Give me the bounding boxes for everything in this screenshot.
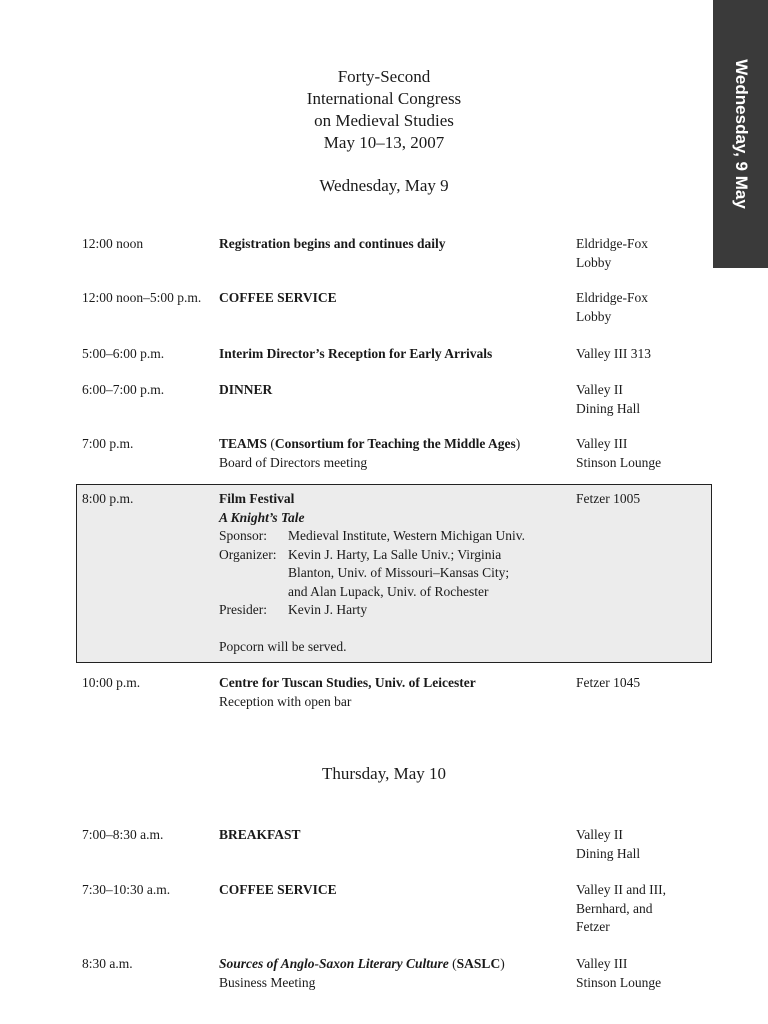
location-line: Eldridge-Fox (576, 290, 648, 305)
organizer-value: Blanton, Univ. of Missouri–Kansas City; (288, 565, 510, 580)
organizer-line (219, 546, 569, 565)
event-location (576, 881, 706, 937)
event-time: 12:00 noon (82, 236, 144, 251)
event-title (219, 435, 564, 454)
event-description (219, 674, 569, 711)
event-location (576, 490, 706, 509)
sponsor-value: Medieval Institute, Western Michigan Univ. (288, 528, 525, 543)
header-line-1: Forty-Second (337, 67, 431, 86)
event-time: 10:00 p.m. (82, 675, 141, 690)
location-line: Lobby (576, 254, 612, 270)
congress-header (0, 66, 768, 154)
event-title (219, 955, 569, 974)
event-time: 7:30–10:30 a.m. (82, 882, 171, 897)
event-location (576, 381, 706, 418)
location-line: Dining Hall (576, 400, 641, 416)
location-line: Valley II (576, 827, 623, 842)
event-location (576, 345, 706, 364)
organizer-value: and Alan Lupack, Univ. of Rochester (288, 583, 489, 599)
event-note: Popcorn will be served. (219, 638, 347, 654)
event-location (576, 826, 706, 863)
film-title: A Knight’s Tale (219, 509, 305, 525)
event-title: COFFEE SERVICE (219, 290, 337, 305)
event-time: 8:30 a.m. (82, 956, 133, 971)
presider-value: Kevin J. Harty (288, 602, 368, 617)
location-line: Lobby (576, 308, 612, 324)
event-location (576, 955, 706, 992)
event-title: Registration begins and continues daily (219, 236, 446, 251)
location-line: Valley III (576, 436, 628, 451)
event-description (219, 435, 564, 472)
location-line: Fetzer (576, 919, 610, 934)
event-time: 7:00 p.m. (82, 436, 134, 451)
event-description (219, 955, 569, 992)
presider-line (219, 601, 569, 620)
location-line: Stinson Lounge (576, 974, 662, 990)
event-subtitle: Board of Directors meeting (219, 454, 368, 470)
event-title: Film Festival (219, 491, 295, 506)
event-title-acronym: SASLC (456, 956, 501, 971)
location-line: Fetzer 1005 (576, 491, 641, 506)
side-tab-label: Wednesday, 9 May (731, 59, 751, 209)
location-line: Stinson Lounge (576, 454, 662, 470)
event-time: 12:00 noon–5:00 p.m. (82, 290, 202, 305)
day-heading-wednesday: Wednesday, May 9 (319, 176, 449, 195)
event-location (576, 674, 706, 693)
sponsor-line (219, 527, 569, 546)
event-title: DINNER (219, 382, 273, 397)
paren-close: ) (515, 436, 521, 451)
location-line: Valley II and III, (576, 882, 666, 897)
event-title: BREAKFAST (219, 827, 301, 842)
event-title-acronym: TEAMS (219, 436, 268, 451)
location-line: Valley III (576, 956, 628, 971)
presider-label: Presider: (219, 602, 267, 617)
event-title: COFFEE SERVICE (219, 882, 337, 897)
event-location (576, 435, 706, 472)
organizer-line-3 (219, 583, 569, 602)
paren-open: ( (267, 436, 275, 451)
location-line: Fetzer 1045 (576, 675, 641, 690)
paren-close: ) (500, 956, 505, 971)
event-time: 7:00–8:30 a.m. (82, 827, 164, 842)
location-line: Dining Hall (576, 845, 641, 861)
event-time: 6:00–7:00 p.m. (82, 382, 165, 397)
header-line-2: International Congress (306, 89, 462, 108)
paren-open: ( (448, 956, 457, 971)
event-description (219, 490, 569, 656)
organizer-value: Kevin J. Harty, La Salle Univ.; Virginia (288, 546, 502, 562)
event-title: Interim Director’s Reception for Early Arrivals (219, 346, 493, 361)
event-subtitle: Business Meeting (219, 974, 316, 990)
event-location (576, 289, 706, 326)
header-line-3: on Medieval Studies (314, 111, 454, 130)
event-time: 5:00–6:00 p.m. (82, 346, 165, 361)
organizer-label: Organizer: (219, 546, 277, 562)
header-line-4: May 10–13, 2007 (323, 133, 445, 152)
location-line: Eldridge-Fox (576, 236, 648, 251)
event-title-italic: Sources of Anglo-Saxon Literary Culture (219, 956, 449, 971)
location-line: Valley II (576, 382, 623, 397)
event-location (576, 235, 706, 272)
event-subtitle: Reception with open bar (219, 693, 352, 709)
location-line: Bernhard, and (576, 900, 653, 916)
day-heading-thursday: Thursday, May 10 (321, 764, 446, 783)
event-title-full: Consortium for Teaching the Middle Ages (274, 436, 516, 451)
location-line: Valley III 313 (576, 346, 651, 361)
sponsor-label: Sponsor: (219, 528, 268, 543)
event-time: 8:00 p.m. (82, 491, 134, 506)
event-title: Centre for Tuscan Studies, Univ. of Leicester (219, 675, 476, 690)
organizer-line-2 (219, 564, 569, 583)
